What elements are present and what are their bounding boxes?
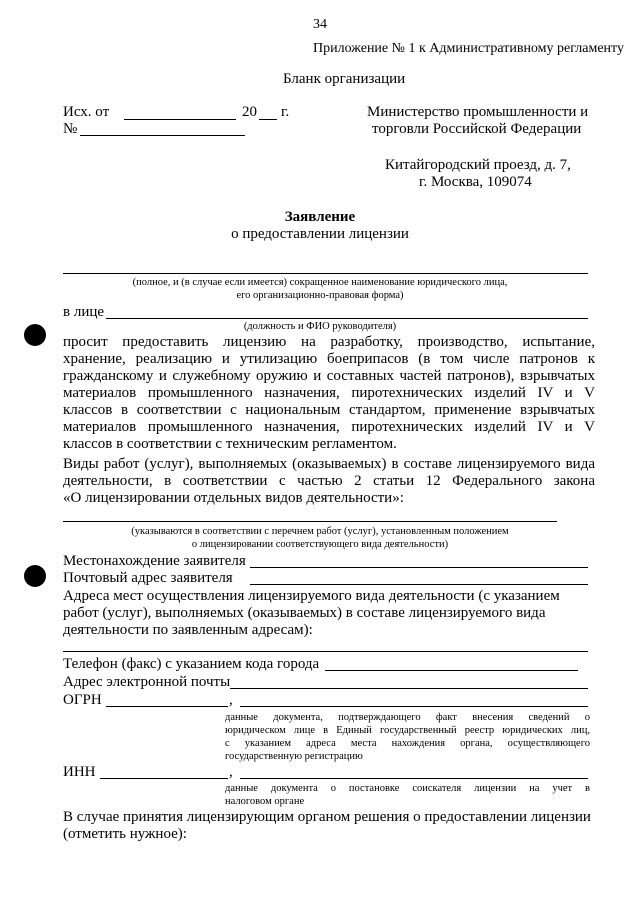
- addressee-address1: Китайгородский проезд, д. 7,: [385, 157, 571, 173]
- applicant-name-hint-2: его организационно-правовая форма): [236, 290, 404, 301]
- phone-field[interactable]: [325, 670, 578, 671]
- document-title: Заявление: [284, 209, 356, 225]
- ogrn-document-field[interactable]: [240, 706, 588, 707]
- applicant-name-field[interactable]: [63, 273, 588, 274]
- head-name-field[interactable]: [106, 318, 588, 319]
- inn-hint-1: данные документа о постановке соискателя лицензии на учет в: [225, 783, 590, 794]
- inn-label: ИНН: [63, 764, 96, 780]
- appendix-label: Приложение № 1 к Административному регламенту: [313, 41, 624, 56]
- page-number: 34: [313, 17, 327, 32]
- ogrn-hint-2: юридическом лице в Единый государственный реестр юридических лиц,: [225, 725, 590, 736]
- email-field[interactable]: [230, 688, 588, 689]
- works-line-3: «О лицензировании отдельных видов деятельности»:: [63, 490, 404, 506]
- postal-label: Почтовый адрес заявителя: [63, 570, 233, 586]
- document-subtitle: о предоставлении лицензии: [231, 226, 409, 242]
- in-person-label: в лице: [63, 304, 105, 320]
- body-line-1: просит предоставить лицензию на разработку, производство, испытание,: [63, 334, 595, 350]
- outgoing-number-label: №: [63, 121, 78, 137]
- inn-comma: ,: [229, 764, 233, 780]
- inn-field[interactable]: [100, 778, 228, 779]
- applicant-name-hint-1: (полное, и (в случае если имеется) сокращенное наименование юридического лица,: [132, 277, 508, 288]
- ogrn-comma: ,: [229, 692, 233, 708]
- head-name-hint: (должность и ФИО руководителя): [243, 321, 397, 332]
- ogrn-field[interactable]: [106, 706, 228, 707]
- inn-hint-2: налоговом органе: [225, 796, 305, 807]
- email-label: Адрес электронной почты: [63, 674, 231, 690]
- works-hint-1: (указываются в соответствии с перечнем работ (услуг), установленным положением: [131, 526, 509, 537]
- outgoing-date-field[interactable]: [124, 119, 236, 120]
- addressee-line2: торговли Российской Федерации: [372, 121, 582, 137]
- works-list-field[interactable]: [63, 521, 557, 522]
- works-hint-2: о лицензировании соответствующего вида деятельности): [191, 539, 449, 550]
- works-line-2: деятельности, в соответствии с частью 2 статьи 12 Федерального закона: [63, 473, 595, 489]
- works-line-1: Виды работ (услуг), выполняемых (оказываемых) в составе лицензируемого вида: [63, 456, 595, 472]
- postal-field[interactable]: [250, 584, 588, 585]
- outgoing-year-suffix: г.: [281, 104, 290, 120]
- places-line-3: деятельности по заявленным адресам):: [63, 622, 313, 638]
- body-line-2: хранение, реализацию и утилизацию боеприпасов (в том числе патронов к: [63, 351, 595, 367]
- decision-line-1: В случае принятия лицензирующим органом решения о предоставлении лицензии: [63, 809, 591, 825]
- inn-document-field[interactable]: [240, 778, 588, 779]
- outgoing-number-field[interactable]: [80, 135, 245, 136]
- places-field[interactable]: [63, 651, 588, 652]
- phone-label: Телефон (факс) с указанием кода города: [63, 656, 320, 672]
- ogrn-hint-4: государственную регистрацию: [225, 751, 363, 762]
- decision-line-2: (отметить нужное):: [63, 826, 187, 842]
- outgoing-ref-label: Исх. от: [63, 104, 110, 120]
- places-line-1: Адреса мест осуществления лицензируемого вида деятельности (с указанием: [63, 588, 560, 604]
- ogrn-hint-1: данные документа, подтверждающего факт внесения сведений о: [225, 712, 590, 723]
- hole-punch-mark: [24, 324, 46, 346]
- places-line-2: работ (услуг), выполняемых (оказываемых) в составе лицензируемого вида: [63, 605, 546, 621]
- hole-punch-mark: [24, 565, 46, 587]
- form-header: Бланк организации: [283, 71, 406, 87]
- body-line-6: материалов промышленного назначения, пиротехнических изделий IV и V: [63, 419, 595, 435]
- body-line-4: материалов промышленного назначения, пиротехнических изделий IV и V: [63, 385, 595, 401]
- body-line-5: классов в соответствии с национальным стандартом, применение взрывчатых: [63, 402, 595, 418]
- addressee-address2: г. Москва, 109074: [419, 174, 532, 190]
- location-label: Местонахождение заявителя: [63, 553, 246, 569]
- ogrn-hint-3: с указанием адреса места нахождения органа, осуществляющего: [225, 738, 590, 749]
- outgoing-year: 20: [242, 104, 257, 120]
- ogrn-label: ОГРН: [63, 692, 102, 708]
- outgoing-year-field[interactable]: [259, 119, 277, 120]
- addressee-line1: Министерство промышленности и: [367, 104, 589, 120]
- body-line-3: гражданскому и служебному оружию и составных частей патронов), взрывчатых: [63, 368, 595, 384]
- location-field[interactable]: [250, 567, 588, 568]
- body-line-7: классов в соответствии с техническим регламентом.: [63, 436, 397, 452]
